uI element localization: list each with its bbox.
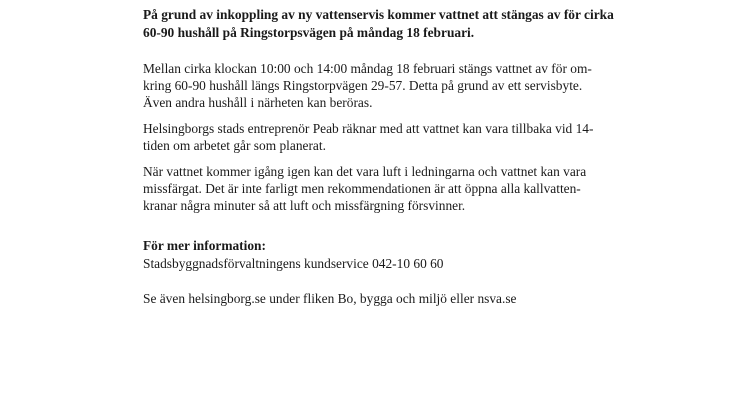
paragraph-line: missfärgat. Det är inte farligt men rekommendationen är att öppna alla kallvatten- bbox=[143, 181, 581, 196]
paragraph-advice bbox=[143, 163, 603, 214]
paragraph-contractor bbox=[143, 120, 603, 154]
ingress-line-2: 60-90 hushåll på Ringstorpsvägen på måndag 18 februari. bbox=[143, 25, 475, 40]
paragraph-line: Helsingborgs stads entreprenör Peab räknar med att vattnet kan vara tillbaka vid 14- bbox=[143, 121, 594, 136]
paragraph-line: tiden om arbetet går som planerat. bbox=[143, 138, 326, 153]
paragraph-line: Även andra hushåll i närheten kan beröras. bbox=[143, 95, 373, 110]
see-also-line: Se även helsingborg.se under fliken Bo, bygga och miljö eller nsva.se bbox=[143, 291, 517, 306]
contact-phone-line: Stadsbyggnadsförvaltningens kundservice 042-10 60 60 bbox=[143, 256, 444, 271]
paragraph-line: Mellan cirka klockan 10:00 och 14:00 måndag 18 februari stängs vattnet av för om- bbox=[143, 61, 592, 76]
paragraph-line: kranar några minuter så att luft och missfärgning försvinner. bbox=[143, 198, 466, 213]
ingress bbox=[143, 6, 613, 42]
paragraph-schedule bbox=[143, 60, 603, 111]
paragraph-line: kring 60-90 hushåll längs Ringstorpvägen 29-57. Detta på grund av ett servisbyte. bbox=[143, 78, 583, 93]
contact-heading: För mer information: bbox=[143, 238, 266, 253]
paragraph-line: När vattnet kommer igång igen kan det vara luft i ledningarna och vattnet kan vara bbox=[143, 164, 587, 179]
ingress-line-1: På grund av inkoppling av ny vattenservis kommer vattnet att stängas av för cirka bbox=[143, 7, 614, 22]
